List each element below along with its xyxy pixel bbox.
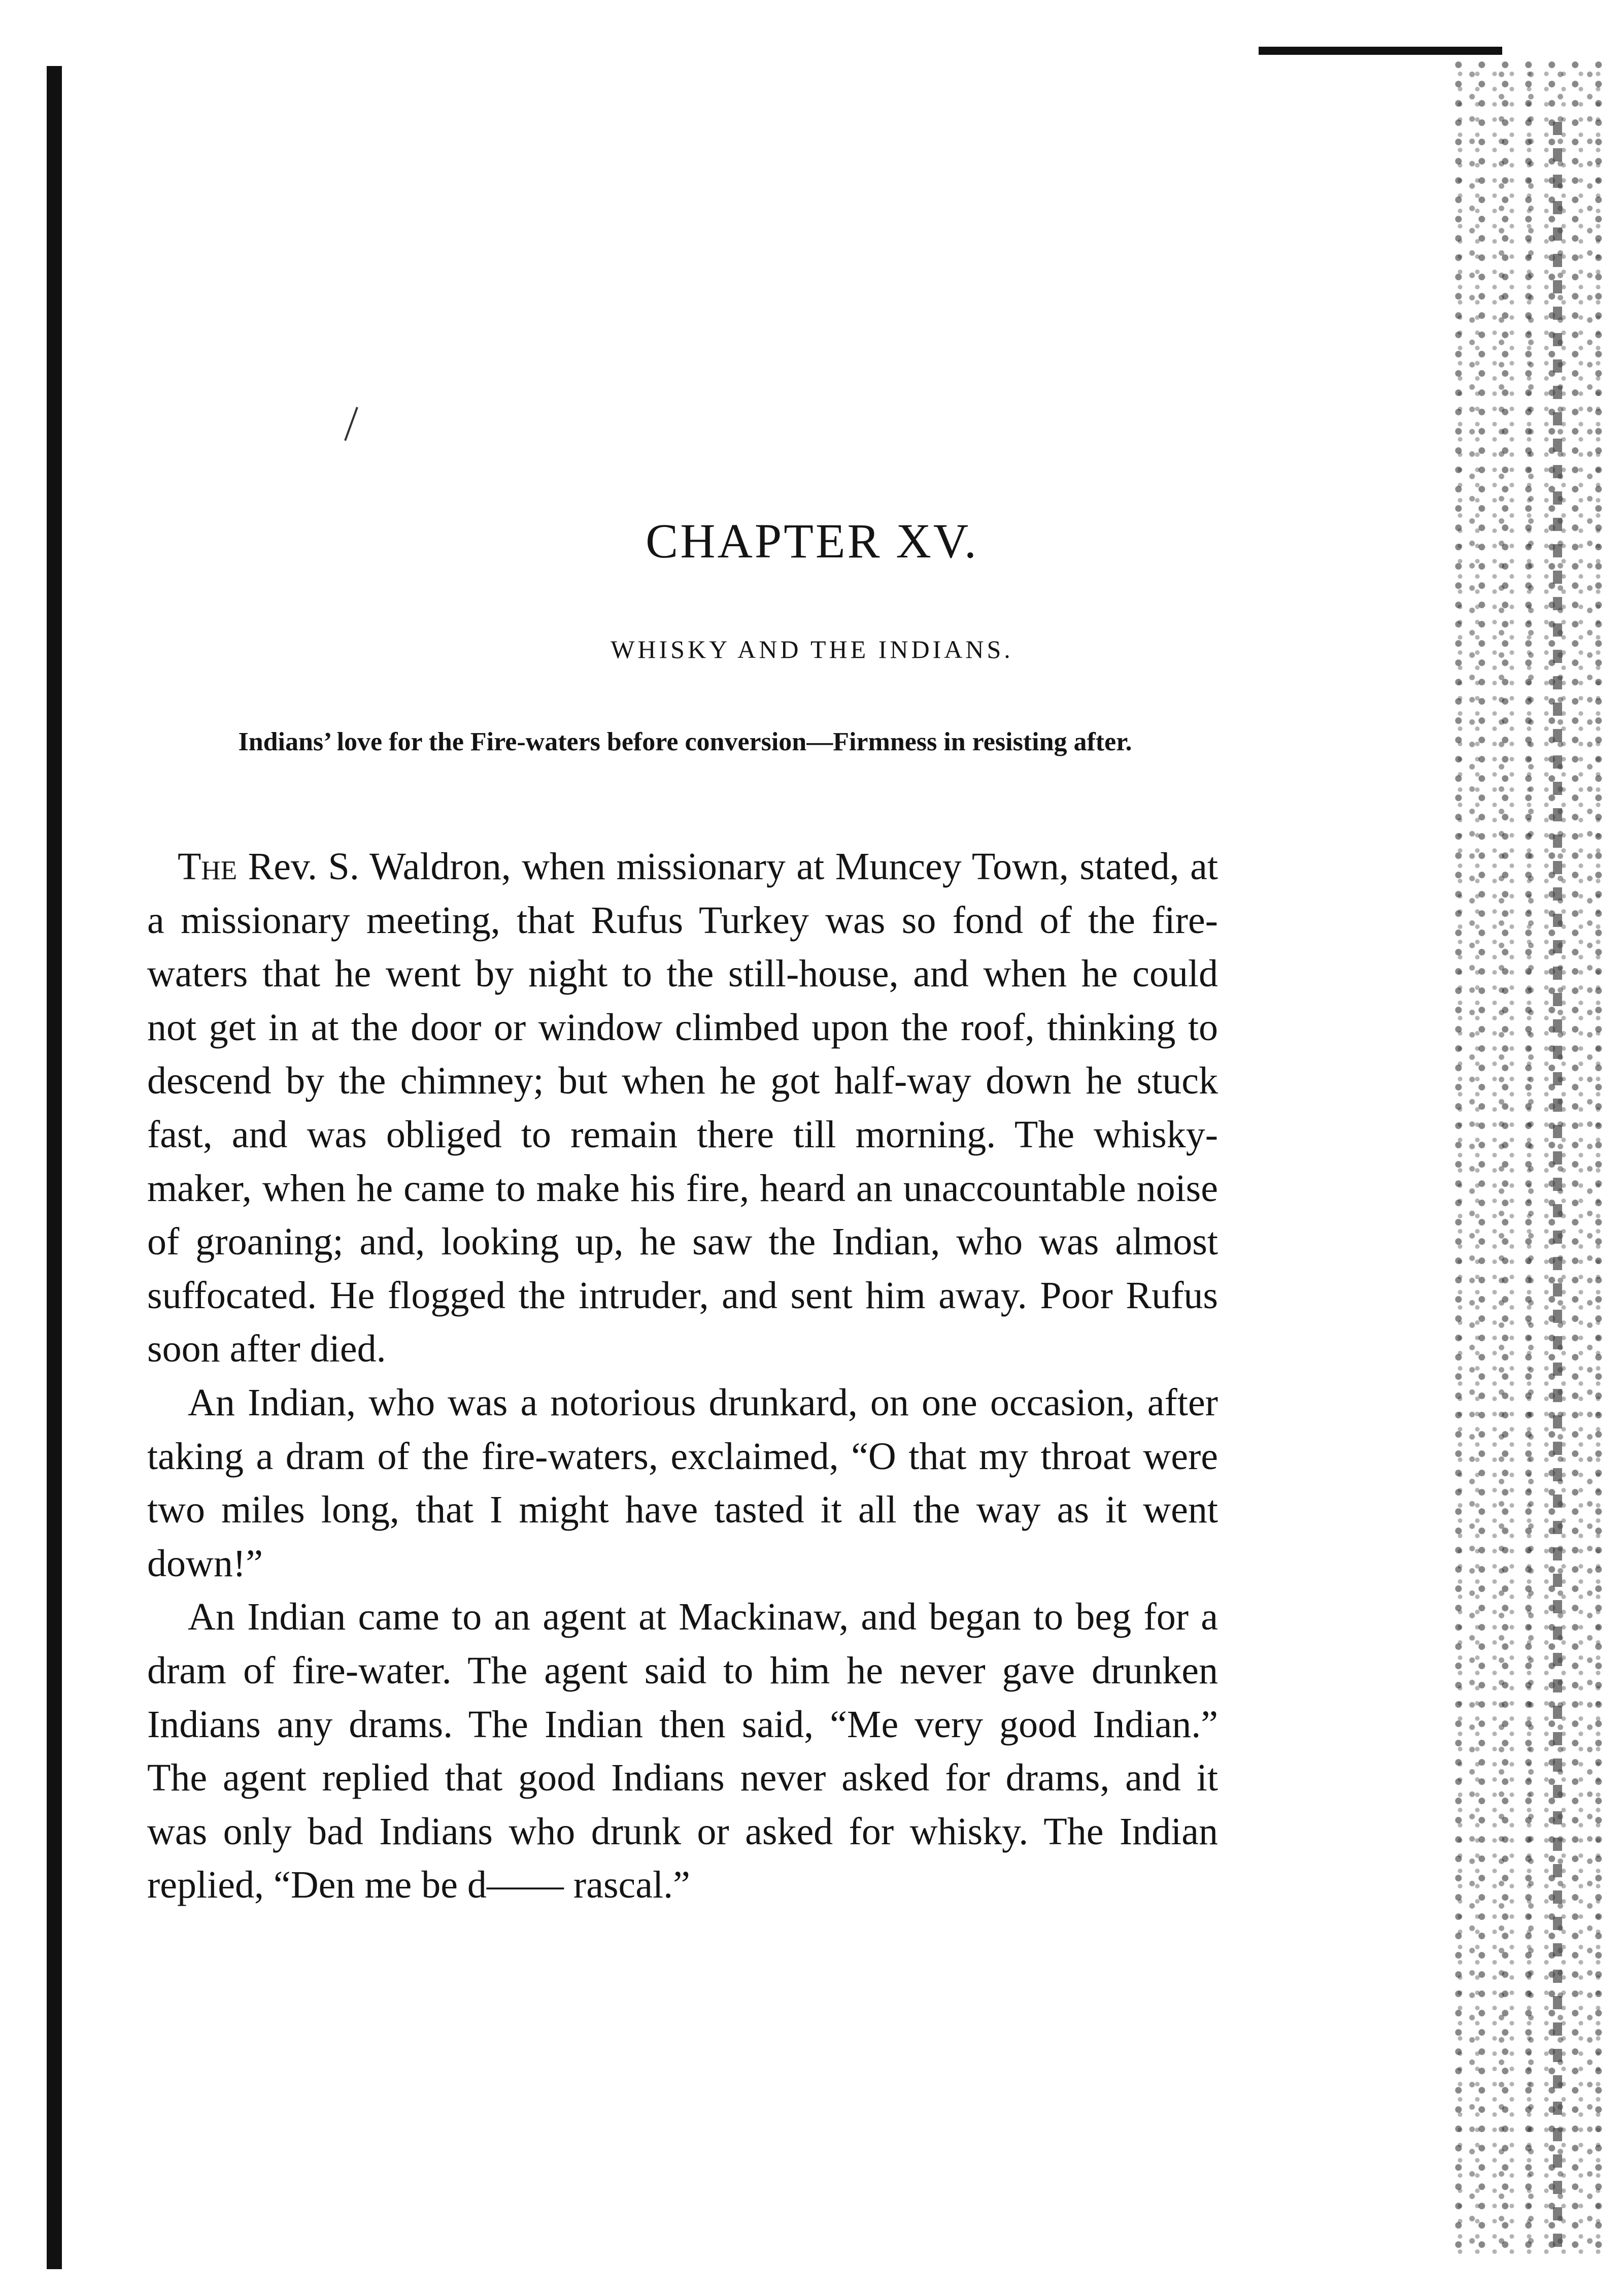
- paragraph-1: [147, 840, 1218, 1376]
- paragraph-1-text: Rev. S. Waldron, when missionary at Muncey Town, stated, at a missionary meeting, that Rufus Turkey was so fond of the fire-waters that he went by night to the still-house, and when he could not get in at the door or window climbed upon the roof, thinking to descend by the chimney; but when he got half-way down he stuck fast, and was obliged to remain there till morning. The whisky-maker, when he came to make his fire, heard an unaccountable noise of groaning; and, looking up, he saw the Indian, who was almost suffocated. He flogged the intruder, and sent him away. Poor Rufus soon after died.: [147, 845, 1218, 1371]
- paragraph-3: An Indian came to an agent at Mackinaw, and began to beg for a dram of fire-water. The agent said to him he never gave drunken Indians any drams. The Indian then said, “Me very good Indian.” The agent replied that good Indians never asked for drams, and it was only bad Indians who drunk or asked for whisky. The Indian replied, “Den me be d—— rascal.”: [147, 1596, 1218, 1907]
- page-top-edge: [1259, 47, 1502, 55]
- chapter-summary: Indians’ love for the Fire-waters before conversion—Firmness in resisting after.: [238, 727, 1132, 756]
- chapter-title: CHAPTER XV.: [646, 514, 978, 568]
- paragraph-lead-word: The: [178, 845, 238, 888]
- body-text: [147, 840, 1218, 1912]
- paragraph-2: An Indian, who was a notorious drunkard, on one occasion, after taking a dram of the fire-waters, exclaimed, “O that my throat were two miles long, that I might have tasted it all the way as it went down!”: [147, 1381, 1218, 1585]
- stray-pen-mark: [344, 407, 358, 441]
- page-right-edge-noise: [1451, 61, 1604, 2259]
- chapter-subtitle: WHISKY AND THE INDIANS.: [611, 635, 1013, 663]
- page-binding-edge: [47, 66, 62, 2269]
